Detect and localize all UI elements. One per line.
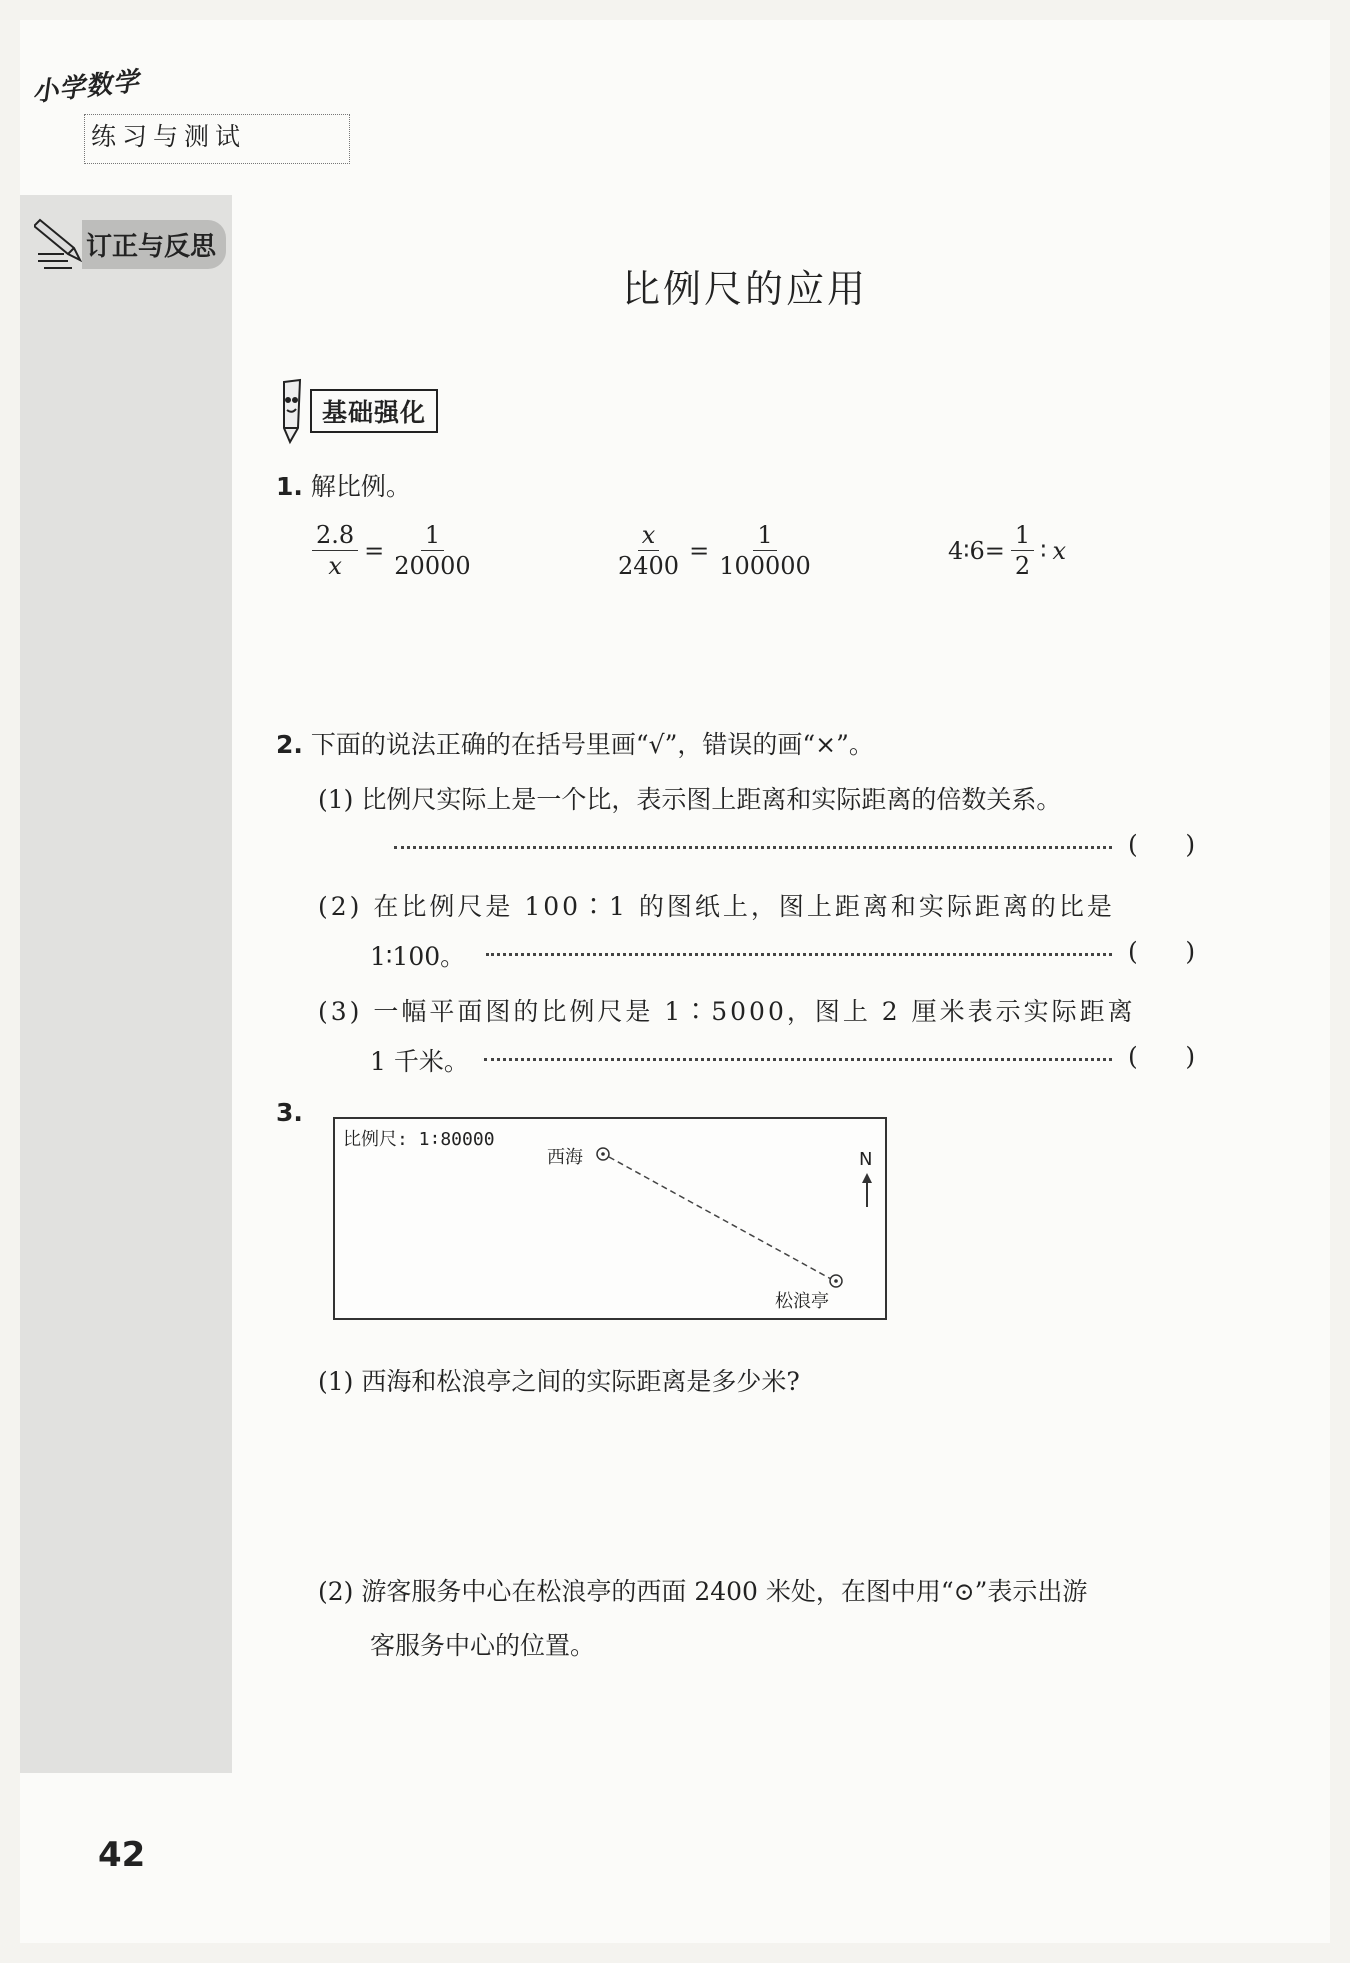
statement-2-continued: 1∶100。: [370, 942, 466, 971]
correction-tab: [34, 218, 226, 270]
dotted-leader: [394, 846, 1112, 849]
statement-2: (2) 在比例尺是 100∶1 的图纸上，图上距离和实际距离的比是: [318, 892, 1115, 921]
correction-label: 订正与反思: [82, 220, 226, 269]
statement-1: (1) 比例尺实际上是一个比，表示图上距离和实际距离的倍数关系。: [318, 785, 1062, 814]
subquestion-3-2-continued: 客服务中心的位置。: [370, 1631, 596, 1660]
subquestion-3-2: (2) 游客服务中心在松浪亭的西面 2400 米处，在图中用“⊙”表示出游: [318, 1577, 1088, 1606]
answer-blank-1[interactable]: ( ): [1128, 830, 1196, 859]
section-label: 基础强化: [310, 389, 438, 433]
page-number: 42: [98, 1835, 146, 1875]
statement-3-continued: 1 千米。: [370, 1047, 469, 1076]
correction-sidebar: [20, 195, 232, 1773]
map-drawing: [335, 1119, 885, 1318]
marker-songlangting-icon: [830, 1275, 842, 1287]
place-label-xihai: 西海: [547, 1147, 583, 1168]
lesson-title: 比例尺的应用: [621, 267, 868, 311]
statement-3: (3) 一幅平面图的比例尺是 1∶5000，图上 2 厘米表示实际距离: [318, 997, 1136, 1026]
series-subtitle: 练习与测试: [84, 114, 350, 164]
book-header: [30, 66, 247, 151]
question-1: [276, 467, 411, 503]
fraction: $\frac{x}{2400}$: [618, 521, 680, 580]
fraction: $\frac{2.8}{x}$: [312, 520, 358, 581]
north-label: N: [859, 1149, 873, 1170]
fraction: $\frac{1}{20000}$: [394, 521, 471, 580]
question-number: 2.: [276, 730, 303, 759]
answer-blank-2[interactable]: ( ): [1128, 937, 1196, 966]
scale-map[interactable]: [333, 1117, 887, 1320]
proportion-equation-2: $\frac{x}{2400}$ = $\frac{1}{100000}$: [614, 520, 815, 581]
section-header: [276, 376, 438, 446]
fraction: $\frac{1}{100000}$: [719, 521, 811, 580]
dotted-leader: [486, 953, 1112, 956]
pencil-icon: [34, 214, 88, 274]
marker-xihai-icon: [597, 1148, 609, 1160]
question-3: [276, 1098, 303, 1127]
north-arrow-icon: [862, 1173, 872, 1207]
fraction: $\frac{1}{2}$: [1011, 520, 1034, 581]
question-2: [276, 725, 874, 761]
answer-blank-3[interactable]: ( ): [1128, 1042, 1196, 1071]
question-prompt: 解比例。: [310, 472, 411, 501]
question-prompt: 下面的说法正确的在括号里画“√”，错误的画“×”。: [310, 730, 874, 759]
dotted-leader: [484, 1058, 1112, 1061]
dashed-route-line: [609, 1157, 831, 1279]
map-scale-label: 比例尺: 1∶80000: [343, 1129, 495, 1150]
question-number: 3.: [276, 1098, 303, 1127]
question-number: 1.: [276, 472, 303, 501]
proportion-equation-1: $\frac{2.8}{x}$ = $\frac{1}{20000}$: [312, 520, 475, 581]
proportion-equation-3: 4∶6= $\frac{1}{2}$ ∶ x: [948, 521, 1066, 580]
series-title: 小学数学: [30, 66, 142, 108]
subquestion-3-1: (1) 西海和松浪亭之间的实际距离是多少米?: [318, 1367, 800, 1396]
place-label-songlangting: 松浪亭: [775, 1291, 829, 1312]
pencil-mascot-icon: [276, 376, 308, 446]
